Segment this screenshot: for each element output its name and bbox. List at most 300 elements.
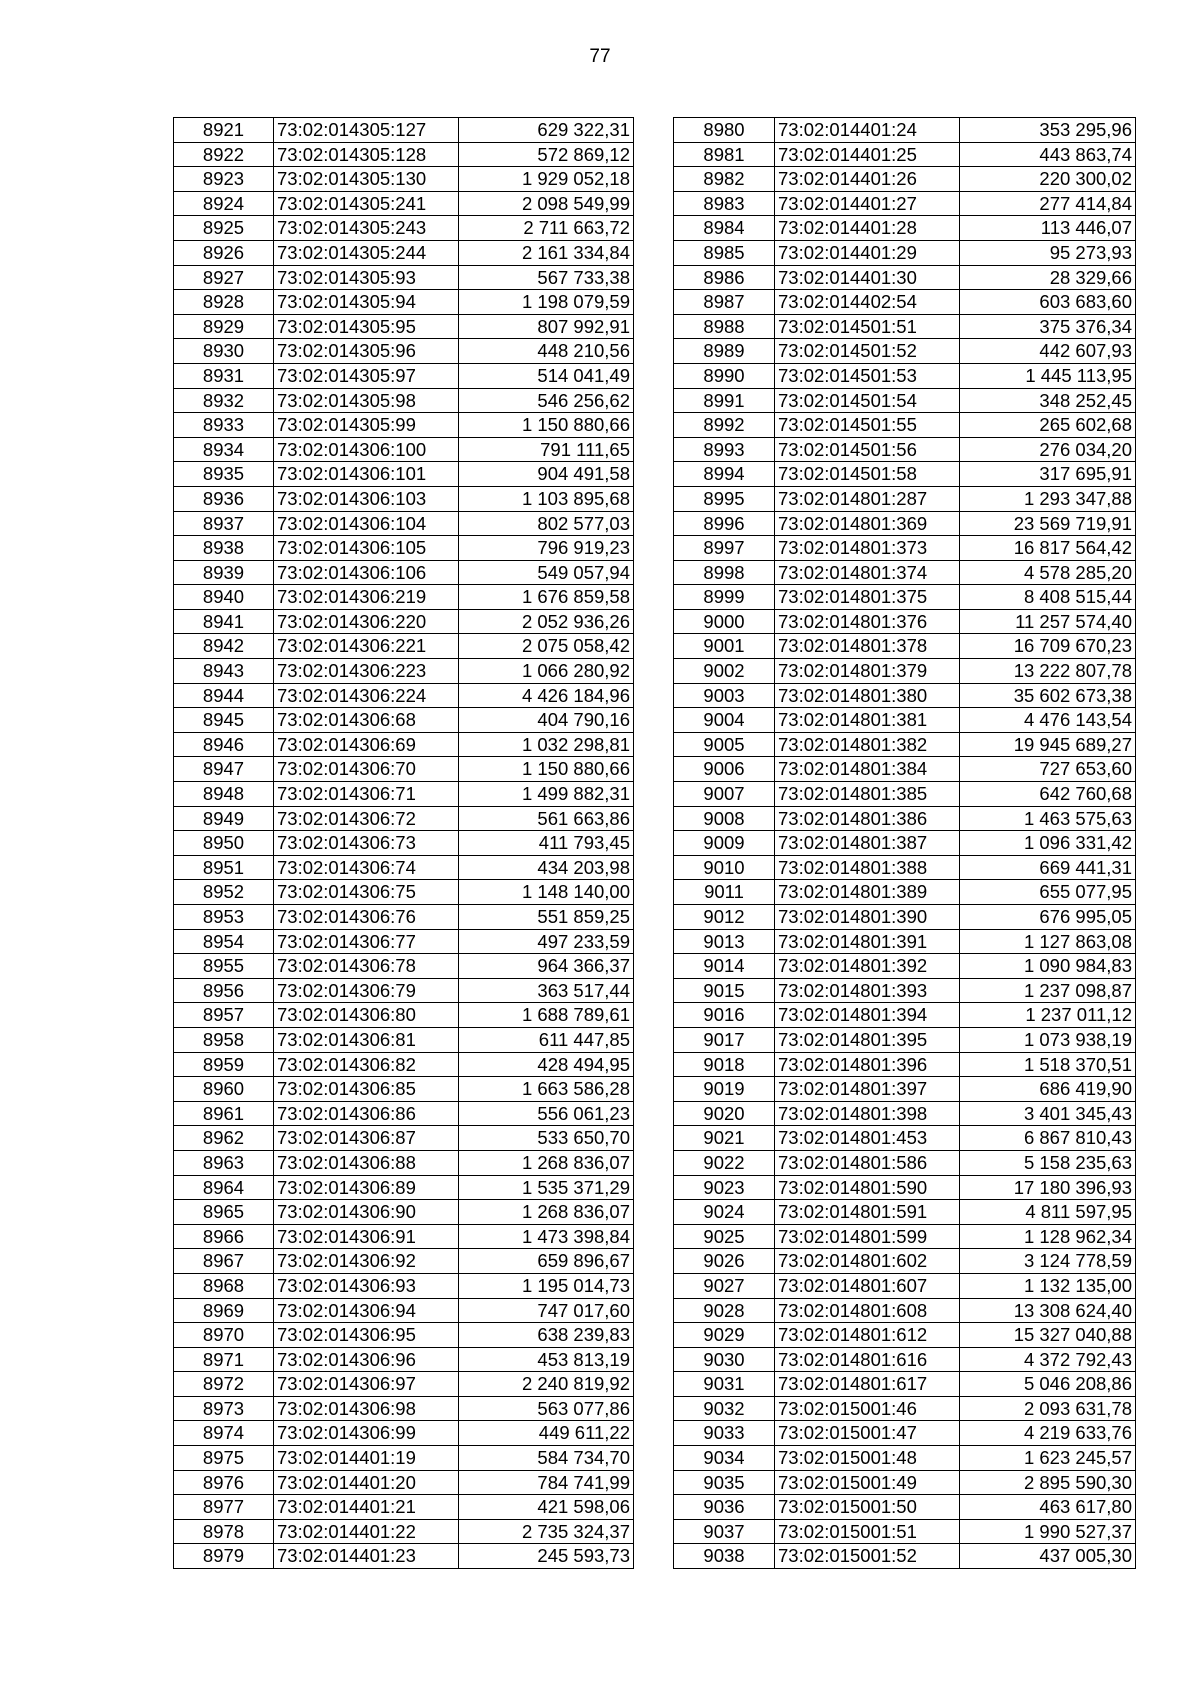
table-row — [174, 167, 634, 192]
table-row — [674, 806, 1136, 831]
cadastral-value-cell: 4 426 184,96 — [459, 683, 634, 708]
table-row — [174, 216, 634, 241]
cadastral-value-cell: 2 075 058,42 — [459, 634, 634, 659]
table-row — [174, 1347, 634, 1372]
row-number-cell: 9007 — [674, 782, 775, 807]
cadastral-value-cell: 348 252,45 — [960, 388, 1136, 413]
row-number-cell: 9010 — [674, 855, 775, 880]
cadastral-value-cell: 563 077,86 — [459, 1396, 634, 1421]
cadastral-number-cell: 73:02:014306:74 — [274, 855, 459, 880]
table-row — [674, 732, 1136, 757]
cadastral-number-cell: 73:02:014306:91 — [274, 1224, 459, 1249]
row-number-cell: 8974 — [174, 1421, 274, 1446]
table-row — [174, 708, 634, 733]
cadastral-number-cell: 73:02:014801:393 — [775, 978, 960, 1003]
row-number-cell: 8958 — [174, 1027, 274, 1052]
cadastral-value-cell: 1 676 859,58 — [459, 585, 634, 610]
row-number-cell: 8943 — [174, 659, 274, 684]
table-row — [174, 486, 634, 511]
table-row — [174, 1446, 634, 1471]
cadastral-value-cell: 1 535 371,29 — [459, 1175, 634, 1200]
row-number-cell: 8999 — [674, 585, 775, 610]
table-row — [674, 118, 1136, 143]
table-row — [674, 1323, 1136, 1348]
table-row — [174, 1372, 634, 1397]
row-number-cell: 8982 — [674, 167, 775, 192]
cadastral-number-cell: 73:02:014305:243 — [274, 216, 459, 241]
cadastral-value-cell: 514 041,49 — [459, 363, 634, 388]
table-row — [174, 1003, 634, 1028]
cadastral-number-cell: 73:02:014801:391 — [775, 929, 960, 954]
table-row — [174, 1126, 634, 1151]
cadastral-number-cell: 73:02:014306:85 — [274, 1077, 459, 1102]
cadastral-number-cell: 73:02:014801:607 — [775, 1273, 960, 1298]
table-row — [174, 1396, 634, 1421]
table-row — [174, 1273, 634, 1298]
cadastral-number-cell: 73:02:014501:54 — [775, 388, 960, 413]
row-number-cell: 9018 — [674, 1052, 775, 1077]
cadastral-value-cell: 421 598,06 — [459, 1495, 634, 1520]
row-number-cell: 8986 — [674, 265, 775, 290]
table-row — [674, 413, 1136, 438]
table-row — [174, 929, 634, 954]
cadastral-number-cell: 73:02:014306:95 — [274, 1323, 459, 1348]
cadastral-value-cell: 1 445 113,95 — [960, 363, 1136, 388]
table-row — [674, 1003, 1136, 1028]
cadastral-value-cell: 1 293 347,88 — [960, 486, 1136, 511]
table-row — [174, 511, 634, 536]
cadastral-number-cell: 73:02:014305:94 — [274, 290, 459, 315]
row-number-cell: 9025 — [674, 1224, 775, 1249]
table-row — [174, 1175, 634, 1200]
register-table-right-body — [674, 118, 1136, 1569]
cadastral-number-cell: 73:02:014306:81 — [274, 1027, 459, 1052]
cadastral-number-cell: 73:02:014801:617 — [775, 1372, 960, 1397]
row-number-cell: 8981 — [674, 142, 775, 167]
table-row — [674, 339, 1136, 364]
cadastral-value-cell: 807 992,91 — [459, 314, 634, 339]
table-row — [674, 855, 1136, 880]
cadastral-number-cell: 73:02:015001:52 — [775, 1544, 960, 1569]
row-number-cell: 8987 — [674, 290, 775, 315]
row-number-cell: 8993 — [674, 437, 775, 462]
table-row — [674, 536, 1136, 561]
table-row — [174, 142, 634, 167]
table-row — [174, 954, 634, 979]
cadastral-number-cell: 73:02:014306:101 — [274, 462, 459, 487]
cadastral-value-cell: 428 494,95 — [459, 1052, 634, 1077]
cadastral-value-cell: 5 046 208,86 — [960, 1372, 1136, 1397]
row-number-cell: 8930 — [174, 339, 274, 364]
cadastral-value-cell: 2 098 549,99 — [459, 191, 634, 216]
cadastral-number-cell: 73:02:014306:223 — [274, 659, 459, 684]
cadastral-number-cell: 73:02:014401:30 — [775, 265, 960, 290]
table-row — [674, 511, 1136, 536]
table-row — [674, 978, 1136, 1003]
cadastral-value-cell: 353 295,96 — [960, 118, 1136, 143]
table-row — [674, 659, 1136, 684]
cadastral-number-cell: 73:02:014801:394 — [775, 1003, 960, 1028]
cadastral-value-cell: 23 569 719,91 — [960, 511, 1136, 536]
row-number-cell: 8991 — [674, 388, 775, 413]
cadastral-value-cell: 561 663,86 — [459, 806, 634, 831]
row-number-cell: 8955 — [174, 954, 274, 979]
row-number-cell: 9031 — [674, 1372, 775, 1397]
cadastral-value-cell: 3 401 345,43 — [960, 1101, 1136, 1126]
cadastral-value-cell: 95 273,93 — [960, 240, 1136, 265]
table-row — [174, 314, 634, 339]
register-table-right — [673, 117, 1136, 1569]
cadastral-number-cell: 73:02:014801:369 — [775, 511, 960, 536]
cadastral-value-cell: 1 268 836,07 — [459, 1200, 634, 1225]
cadastral-value-cell: 1 623 245,57 — [960, 1446, 1136, 1471]
row-number-cell: 9035 — [674, 1470, 775, 1495]
cadastral-number-cell: 73:02:014306:69 — [274, 732, 459, 757]
row-number-cell: 9028 — [674, 1298, 775, 1323]
table-row — [174, 388, 634, 413]
cadastral-number-cell: 73:02:014401:20 — [274, 1470, 459, 1495]
row-number-cell: 8992 — [674, 413, 775, 438]
cadastral-value-cell: 556 061,23 — [459, 1101, 634, 1126]
cadastral-number-cell: 73:02:014306:72 — [274, 806, 459, 831]
row-number-cell: 8996 — [674, 511, 775, 536]
row-number-cell: 8979 — [174, 1544, 274, 1569]
table-row — [174, 1421, 634, 1446]
cadastral-value-cell: 669 441,31 — [960, 855, 1136, 880]
row-number-cell: 8941 — [174, 609, 274, 634]
row-number-cell: 9017 — [674, 1027, 775, 1052]
row-number-cell: 9036 — [674, 1495, 775, 1520]
cadastral-value-cell: 15 327 040,88 — [960, 1323, 1136, 1348]
table-row — [674, 216, 1136, 241]
row-number-cell: 9016 — [674, 1003, 775, 1028]
table-row — [174, 1323, 634, 1348]
cadastral-value-cell: 16 817 564,42 — [960, 536, 1136, 561]
cadastral-value-cell: 1 073 938,19 — [960, 1027, 1136, 1052]
cadastral-value-cell: 1 150 880,66 — [459, 413, 634, 438]
table-row — [174, 1470, 634, 1495]
row-number-cell: 8964 — [174, 1175, 274, 1200]
table-row — [174, 536, 634, 561]
cadastral-number-cell: 73:02:014801:397 — [775, 1077, 960, 1102]
table-row — [674, 831, 1136, 856]
cadastral-value-cell: 2 895 590,30 — [960, 1470, 1136, 1495]
cadastral-value-cell: 1 463 575,63 — [960, 806, 1136, 831]
table-row — [174, 265, 634, 290]
cadastral-value-cell: 1 150 880,66 — [459, 757, 634, 782]
table-row — [174, 1519, 634, 1544]
cadastral-number-cell: 73:02:014801:398 — [775, 1101, 960, 1126]
cadastral-value-cell: 642 760,68 — [960, 782, 1136, 807]
cadastral-number-cell: 73:02:014306:82 — [274, 1052, 459, 1077]
cadastral-number-cell: 73:02:014801:599 — [775, 1224, 960, 1249]
cadastral-number-cell: 73:02:014402:54 — [775, 290, 960, 315]
row-number-cell: 8935 — [174, 462, 274, 487]
table-row — [674, 1519, 1136, 1544]
row-number-cell: 9026 — [674, 1249, 775, 1274]
cadastral-value-cell: 13 308 624,40 — [960, 1298, 1136, 1323]
row-number-cell: 8948 — [174, 782, 274, 807]
cadastral-value-cell: 1 237 098,87 — [960, 978, 1136, 1003]
row-number-cell: 9030 — [674, 1347, 775, 1372]
cadastral-value-cell: 1 096 331,42 — [960, 831, 1136, 856]
cadastral-value-cell: 6 867 810,43 — [960, 1126, 1136, 1151]
cadastral-value-cell: 1 103 895,68 — [459, 486, 634, 511]
row-number-cell: 8942 — [174, 634, 274, 659]
table-row — [674, 142, 1136, 167]
table-row — [674, 1446, 1136, 1471]
table-row — [674, 1372, 1136, 1397]
cadastral-value-cell: 220 300,02 — [960, 167, 1136, 192]
table-row — [174, 1544, 634, 1569]
cadastral-value-cell: 2 161 334,84 — [459, 240, 634, 265]
cadastral-number-cell: 73:02:014306:103 — [274, 486, 459, 511]
register-table-left-body — [174, 118, 634, 1569]
cadastral-number-cell: 73:02:014501:55 — [775, 413, 960, 438]
cadastral-number-cell: 73:02:014306:219 — [274, 585, 459, 610]
cadastral-number-cell: 73:02:014801:376 — [775, 609, 960, 634]
row-number-cell: 9022 — [674, 1150, 775, 1175]
row-number-cell: 9023 — [674, 1175, 775, 1200]
row-number-cell: 8962 — [174, 1126, 274, 1151]
table-row — [174, 1200, 634, 1225]
cadastral-number-cell: 73:02:014306:224 — [274, 683, 459, 708]
cadastral-value-cell: 17 180 396,93 — [960, 1175, 1136, 1200]
row-number-cell: 8953 — [174, 905, 274, 930]
cadastral-number-cell: 73:02:014306:106 — [274, 560, 459, 585]
row-number-cell: 9032 — [674, 1396, 775, 1421]
cadastral-value-cell: 567 733,38 — [459, 265, 634, 290]
cadastral-value-cell: 572 869,12 — [459, 142, 634, 167]
cadastral-value-cell: 4 476 143,54 — [960, 708, 1136, 733]
row-number-cell: 8950 — [174, 831, 274, 856]
row-number-cell: 8946 — [174, 732, 274, 757]
row-number-cell: 8994 — [674, 462, 775, 487]
table-row — [174, 757, 634, 782]
table-row — [174, 585, 634, 610]
table-row — [674, 1077, 1136, 1102]
cadastral-value-cell: 3 124 778,59 — [960, 1249, 1136, 1274]
cadastral-value-cell: 1 990 527,37 — [960, 1519, 1136, 1544]
row-number-cell: 8947 — [174, 757, 274, 782]
row-number-cell: 9001 — [674, 634, 775, 659]
row-number-cell: 8968 — [174, 1273, 274, 1298]
cadastral-value-cell: 964 366,37 — [459, 954, 634, 979]
row-number-cell: 8931 — [174, 363, 274, 388]
cadastral-number-cell: 73:02:014306:99 — [274, 1421, 459, 1446]
row-number-cell: 9037 — [674, 1519, 775, 1544]
cadastral-value-cell: 546 256,62 — [459, 388, 634, 413]
row-number-cell: 8939 — [174, 560, 274, 585]
cadastral-number-cell: 73:02:014306:100 — [274, 437, 459, 462]
cadastral-number-cell: 73:02:014401:22 — [274, 1519, 459, 1544]
cadastral-number-cell: 73:02:014401:21 — [274, 1495, 459, 1520]
cadastral-number-cell: 73:02:014801:287 — [775, 486, 960, 511]
cadastral-value-cell: 449 611,22 — [459, 1421, 634, 1446]
table-row — [174, 363, 634, 388]
row-number-cell: 9034 — [674, 1446, 775, 1471]
row-number-cell: 9015 — [674, 978, 775, 1003]
cadastral-value-cell: 19 945 689,27 — [960, 732, 1136, 757]
row-number-cell: 9005 — [674, 732, 775, 757]
row-number-cell: 8959 — [174, 1052, 274, 1077]
table-row — [674, 1224, 1136, 1249]
cadastral-value-cell: 584 734,70 — [459, 1446, 634, 1471]
row-number-cell: 8949 — [174, 806, 274, 831]
row-number-cell: 8922 — [174, 142, 274, 167]
table-row — [174, 732, 634, 757]
table-row — [674, 782, 1136, 807]
cadastral-number-cell: 73:02:014401:19 — [274, 1446, 459, 1471]
cadastral-number-cell: 73:02:014305:130 — [274, 167, 459, 192]
table-row — [174, 191, 634, 216]
cadastral-number-cell: 73:02:014306:104 — [274, 511, 459, 536]
table-row — [674, 929, 1136, 954]
row-number-cell: 9006 — [674, 757, 775, 782]
row-number-cell: 9033 — [674, 1421, 775, 1446]
table-row — [174, 905, 634, 930]
table-row — [674, 1421, 1136, 1446]
cadastral-value-cell: 28 329,66 — [960, 265, 1136, 290]
cadastral-number-cell: 73:02:014306:70 — [274, 757, 459, 782]
cadastral-number-cell: 73:02:014306:80 — [274, 1003, 459, 1028]
row-number-cell: 9029 — [674, 1323, 775, 1348]
table-row — [174, 290, 634, 315]
table-row — [674, 1200, 1136, 1225]
table-row — [674, 757, 1136, 782]
row-number-cell: 8925 — [174, 216, 274, 241]
row-number-cell: 8934 — [174, 437, 274, 462]
row-number-cell: 8927 — [174, 265, 274, 290]
row-number-cell: 8960 — [174, 1077, 274, 1102]
row-number-cell: 8980 — [674, 118, 775, 143]
cadastral-number-cell: 73:02:014305:241 — [274, 191, 459, 216]
table-row — [174, 782, 634, 807]
cadastral-number-cell: 73:02:014501:53 — [775, 363, 960, 388]
row-number-cell: 9002 — [674, 659, 775, 684]
cadastral-value-cell: 245 593,73 — [459, 1544, 634, 1569]
cadastral-number-cell: 73:02:014801:586 — [775, 1150, 960, 1175]
row-number-cell: 8975 — [174, 1446, 274, 1471]
table-row — [674, 462, 1136, 487]
table-row — [174, 634, 634, 659]
page-number: 77 — [589, 46, 611, 67]
cadastral-value-cell: 11 257 574,40 — [960, 609, 1136, 634]
cadastral-number-cell: 73:02:014305:98 — [274, 388, 459, 413]
cadastral-value-cell: 2 093 631,78 — [960, 1396, 1136, 1421]
cadastral-value-cell: 904 491,58 — [459, 462, 634, 487]
row-number-cell: 8965 — [174, 1200, 274, 1225]
cadastral-value-cell: 35 602 673,38 — [960, 683, 1136, 708]
cadastral-number-cell: 73:02:014801:612 — [775, 1323, 960, 1348]
row-number-cell: 9020 — [674, 1101, 775, 1126]
cadastral-number-cell: 73:02:014501:51 — [775, 314, 960, 339]
row-number-cell: 8952 — [174, 880, 274, 905]
table-row — [674, 1150, 1136, 1175]
row-number-cell: 8973 — [174, 1396, 274, 1421]
row-number-cell: 8932 — [174, 388, 274, 413]
table-row — [174, 855, 634, 880]
cadastral-value-cell: 1 688 789,61 — [459, 1003, 634, 1028]
cadastral-value-cell: 638 239,83 — [459, 1323, 634, 1348]
table-row — [674, 191, 1136, 216]
cadastral-number-cell: 73:02:014401:23 — [274, 1544, 459, 1569]
table-row — [674, 1126, 1136, 1151]
cadastral-number-cell: 73:02:014801:395 — [775, 1027, 960, 1052]
cadastral-number-cell: 73:02:014306:221 — [274, 634, 459, 659]
row-number-cell: 8972 — [174, 1372, 274, 1397]
table-row — [174, 978, 634, 1003]
table-row — [174, 1101, 634, 1126]
cadastral-number-cell: 73:02:014306:94 — [274, 1298, 459, 1323]
cadastral-number-cell: 73:02:014306:105 — [274, 536, 459, 561]
row-number-cell: 8957 — [174, 1003, 274, 1028]
row-number-cell: 8961 — [174, 1101, 274, 1126]
row-number-cell: 8997 — [674, 536, 775, 561]
table-row — [674, 240, 1136, 265]
cadastral-number-cell: 73:02:015001:51 — [775, 1519, 960, 1544]
cadastral-value-cell: 448 210,56 — [459, 339, 634, 364]
table-row — [674, 634, 1136, 659]
cadastral-number-cell: 73:02:014306:97 — [274, 1372, 459, 1397]
table-row — [674, 1495, 1136, 1520]
cadastral-number-cell: 73:02:014306:220 — [274, 609, 459, 634]
row-number-cell: 8971 — [174, 1347, 274, 1372]
cadastral-number-cell: 73:02:014306:96 — [274, 1347, 459, 1372]
table-row — [674, 1249, 1136, 1274]
register-table-left — [173, 117, 634, 1569]
cadastral-value-cell: 265 602,68 — [960, 413, 1136, 438]
table-row — [174, 413, 634, 438]
cadastral-number-cell: 73:02:014801:378 — [775, 634, 960, 659]
cadastral-value-cell: 727 653,60 — [960, 757, 1136, 782]
cadastral-number-cell: 73:02:014401:26 — [775, 167, 960, 192]
cadastral-number-cell: 73:02:014801:386 — [775, 806, 960, 831]
cadastral-number-cell: 73:02:014306:86 — [274, 1101, 459, 1126]
table-row — [674, 1298, 1136, 1323]
table-row — [174, 806, 634, 831]
cadastral-number-cell: 73:02:014401:27 — [775, 191, 960, 216]
cadastral-value-cell: 1 499 882,31 — [459, 782, 634, 807]
cadastral-number-cell: 73:02:015001:47 — [775, 1421, 960, 1446]
row-number-cell: 8990 — [674, 363, 775, 388]
cadastral-number-cell: 73:02:014801:385 — [775, 782, 960, 807]
cadastral-number-cell: 73:02:014801:375 — [775, 585, 960, 610]
cadastral-number-cell: 73:02:014305:93 — [274, 265, 459, 290]
table-row — [674, 905, 1136, 930]
cadastral-value-cell: 1 090 984,83 — [960, 954, 1136, 979]
row-number-cell: 8926 — [174, 240, 274, 265]
cadastral-number-cell: 73:02:014501:52 — [775, 339, 960, 364]
cadastral-number-cell: 73:02:014801:591 — [775, 1200, 960, 1225]
cadastral-number-cell: 73:02:014305:244 — [274, 240, 459, 265]
cadastral-value-cell: 1 929 052,18 — [459, 167, 634, 192]
table-row — [674, 560, 1136, 585]
cadastral-value-cell: 442 607,93 — [960, 339, 1136, 364]
cadastral-number-cell: 73:02:014801:387 — [775, 831, 960, 856]
table-row — [174, 609, 634, 634]
table-row — [674, 388, 1136, 413]
cadastral-value-cell: 2 052 936,26 — [459, 609, 634, 634]
table-row — [674, 363, 1136, 388]
cadastral-value-cell: 1 127 863,08 — [960, 929, 1136, 954]
row-number-cell: 9014 — [674, 954, 775, 979]
cadastral-number-cell: 73:02:014305:97 — [274, 363, 459, 388]
row-number-cell: 8998 — [674, 560, 775, 585]
row-number-cell: 8937 — [174, 511, 274, 536]
cadastral-number-cell: 73:02:014305:128 — [274, 142, 459, 167]
table-row — [674, 1347, 1136, 1372]
